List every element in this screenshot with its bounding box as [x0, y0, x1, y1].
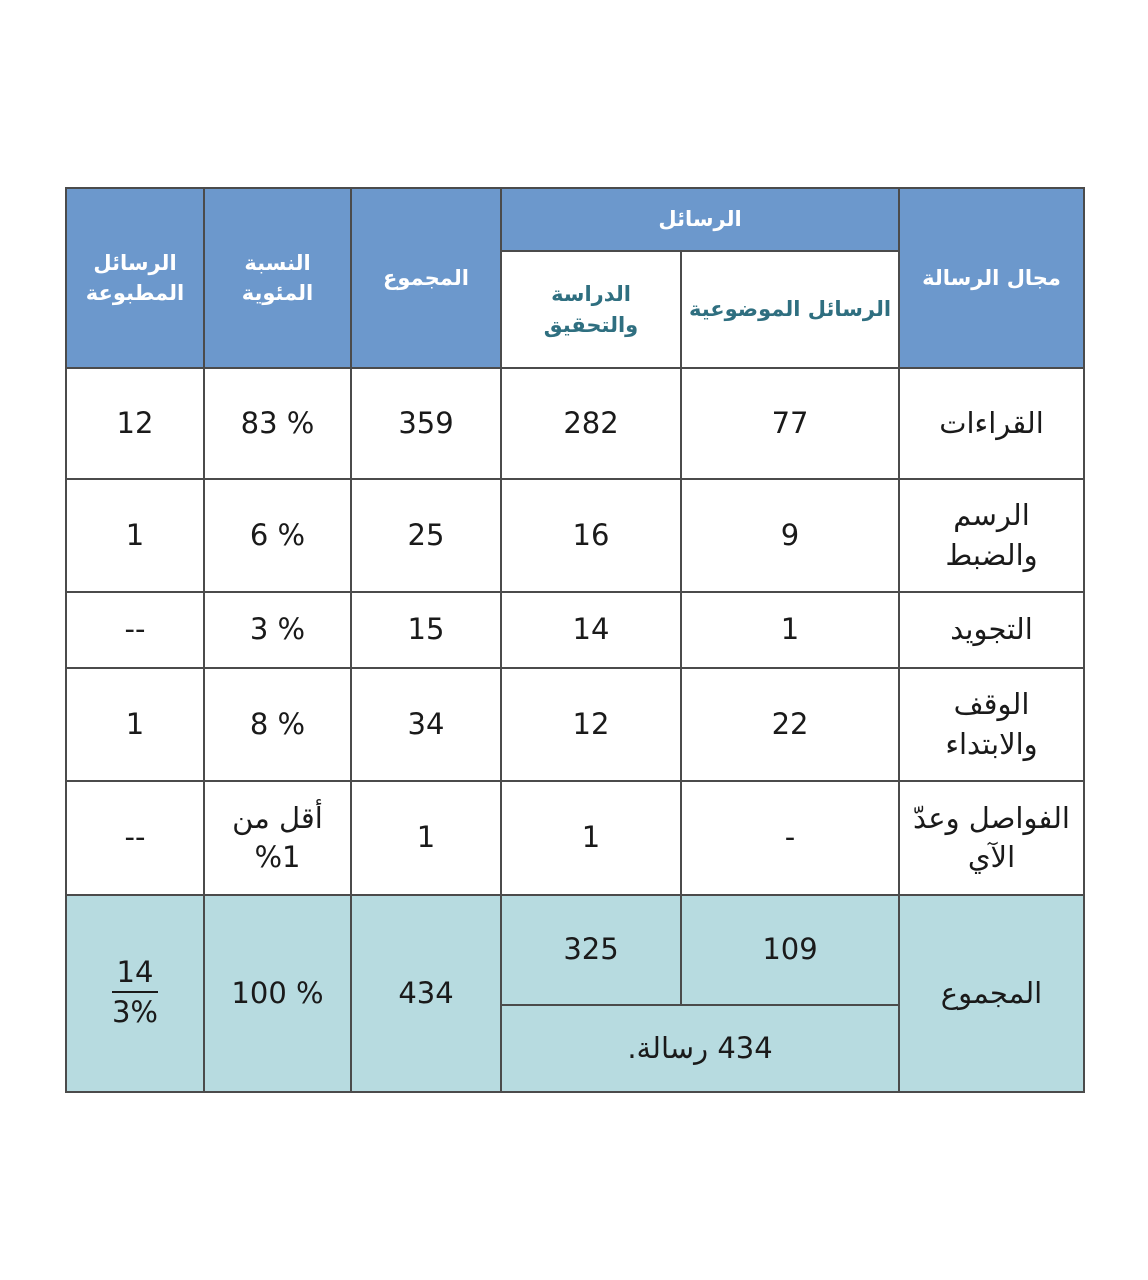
- row-field: الرسم والضبط: [899, 479, 1084, 592]
- footer-row-1: [66, 895, 1084, 1005]
- row-total: 1: [351, 781, 501, 895]
- header-thematic: الرسائل الموضوعية: [681, 251, 899, 368]
- header-total: المجموع: [351, 188, 501, 368]
- printed-count: 14: [112, 955, 158, 994]
- row-study: 16: [501, 479, 681, 592]
- footer-total: 434: [351, 895, 501, 1092]
- row-thematic: 77: [681, 368, 899, 479]
- row-thematic: 22: [681, 668, 899, 781]
- row-printed: 12: [66, 368, 204, 479]
- header-printed: الرسائل المطبوعة: [66, 188, 204, 368]
- row-study: 14: [501, 592, 681, 668]
- row-printed: 1: [66, 668, 204, 781]
- table-row: [66, 368, 1084, 479]
- header-messages-group: الرسائل: [501, 188, 899, 251]
- footer-percentage: % 100: [204, 895, 351, 1092]
- row-total: 15: [351, 592, 501, 668]
- footer-label: المجموع: [899, 895, 1084, 1092]
- row-field: التجويد: [899, 592, 1084, 668]
- footer-thematic: 109: [681, 895, 899, 1005]
- row-thematic: -: [681, 781, 899, 895]
- table-row: [66, 781, 1084, 895]
- row-field: الوقف والابتداء: [899, 668, 1084, 781]
- row-percentage: % 6: [204, 479, 351, 592]
- table-row: [66, 668, 1084, 781]
- row-printed: --: [66, 781, 204, 895]
- footer-study: 325: [501, 895, 681, 1005]
- row-study: 1: [501, 781, 681, 895]
- header-study: الدراسة والتحقيق: [501, 251, 681, 368]
- printed-percent: 3%: [111, 995, 158, 1030]
- row-printed: --: [66, 592, 204, 668]
- footer-combined: 434 رسالة.: [501, 1005, 899, 1092]
- row-study: 282: [501, 368, 681, 479]
- header-percentage: النسبة المئوية: [204, 188, 351, 368]
- row-field: القراءات: [899, 368, 1084, 479]
- row-study: 12: [501, 668, 681, 781]
- row-thematic: 1: [681, 592, 899, 668]
- printed-fraction: [112, 955, 158, 1031]
- header-field: مجال الرسالة: [899, 188, 1084, 368]
- row-percentage: أقل من 1%: [204, 781, 351, 895]
- row-thematic: 9: [681, 479, 899, 592]
- row-percentage: % 83: [204, 368, 351, 479]
- row-percentage: % 8: [204, 668, 351, 781]
- row-total: 34: [351, 668, 501, 781]
- row-percentage: % 3: [204, 592, 351, 668]
- row-printed: 1: [66, 479, 204, 592]
- row-field: الفواصل وعدّ الآي: [899, 781, 1084, 895]
- table-row: [66, 479, 1084, 592]
- row-total: 25: [351, 479, 501, 592]
- footer-printed: [66, 895, 204, 1092]
- table-row: [66, 592, 1084, 668]
- header-row-1: [66, 188, 1084, 251]
- messages-table: [65, 187, 1085, 1093]
- row-total: 359: [351, 368, 501, 479]
